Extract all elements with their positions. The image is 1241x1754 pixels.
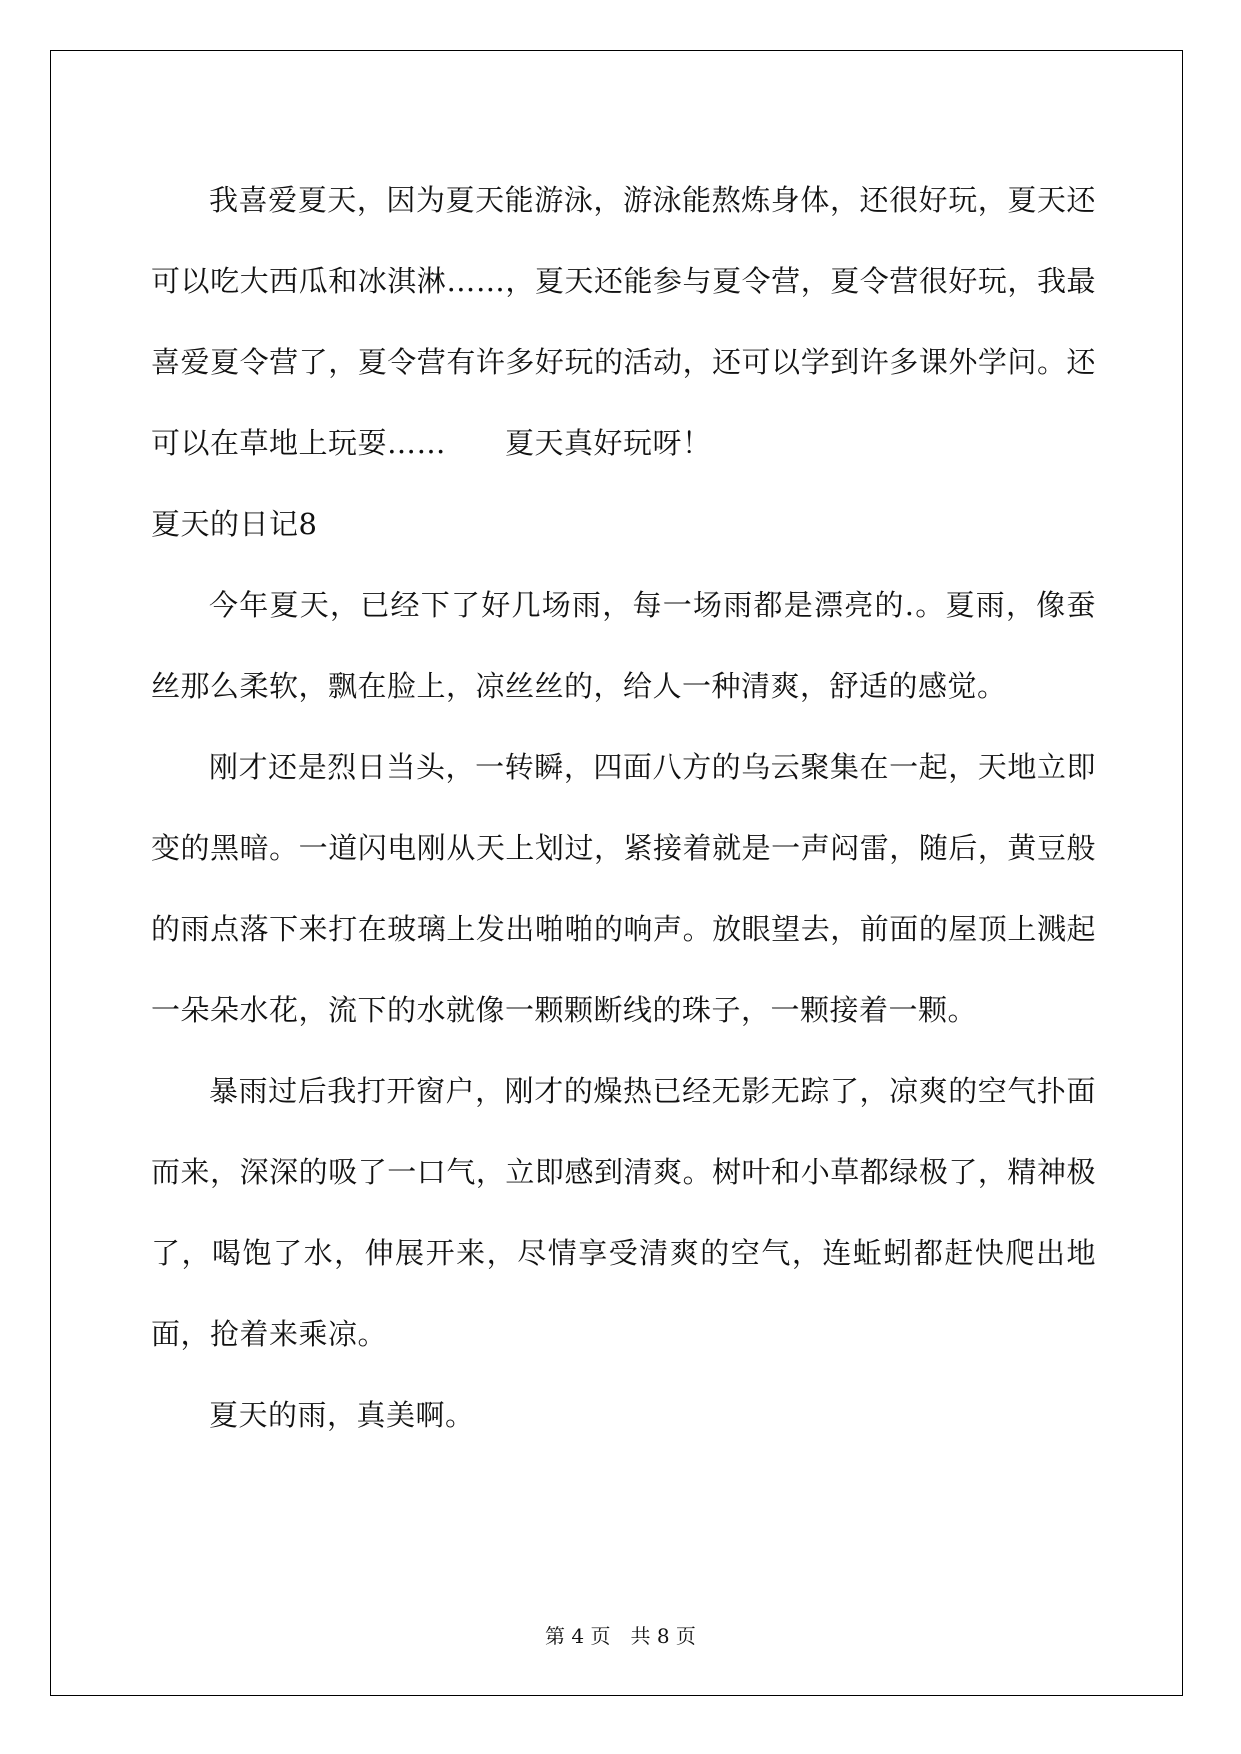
- page-number-footer: 第 4 页 共 8 页: [545, 1624, 696, 1648]
- paragraph: 夏天的雨，真美啊。: [209, 1398, 475, 1432]
- paragraph: 暴雨过后我打开窗户，刚才的燥热已经无影无踪了，凉爽的空气扑面而来，深深的吸了一口气，立即感到清爽。树叶和小草都绿极了，精神极了，喝饱了水，伸展开来，尽情享受清爽的空气，连蚯蚓都赶快爬出地面，抢着来乘凉。: [151, 1074, 1096, 1351]
- document-body: [151, 160, 1096, 1456]
- section-title: 夏天的日记8: [151, 507, 318, 541]
- paragraph: 刚才还是烈日当头，一转瞬，四面八方的乌云聚集在一起，天地立即变的黑暗。一道闪电刚从天上划过，紧接着就是一声闷雷，随后，黄豆般的雨点落下来打在玻璃上发出啪啪的响声。放眼望去，前面的屋顶上溅起一朵朵水花，流下的水就像一颗颗断线的珠子，一颗接着一颗。: [151, 750, 1096, 1027]
- paragraph: 我喜爱夏天，因为夏天能游泳，游泳能熬炼身体，还很好玩，夏天还可以吃大西瓜和冰淇淋……，夏天还能参与夏令营，夏令营很好玩，我最喜爱夏令营了，夏令营有许多好玩的活动，还可以学到许多课外学问。还可以在草地上玩耍…… 夏天真好玩呀！: [151, 183, 1096, 460]
- paragraph: 今年夏天，已经下了好几场雨，每一场雨都是漂亮的.。夏雨，像蚕丝那么柔软，飘在脸上，凉丝丝的，给人一种清爽，舒适的感觉。: [151, 588, 1096, 703]
